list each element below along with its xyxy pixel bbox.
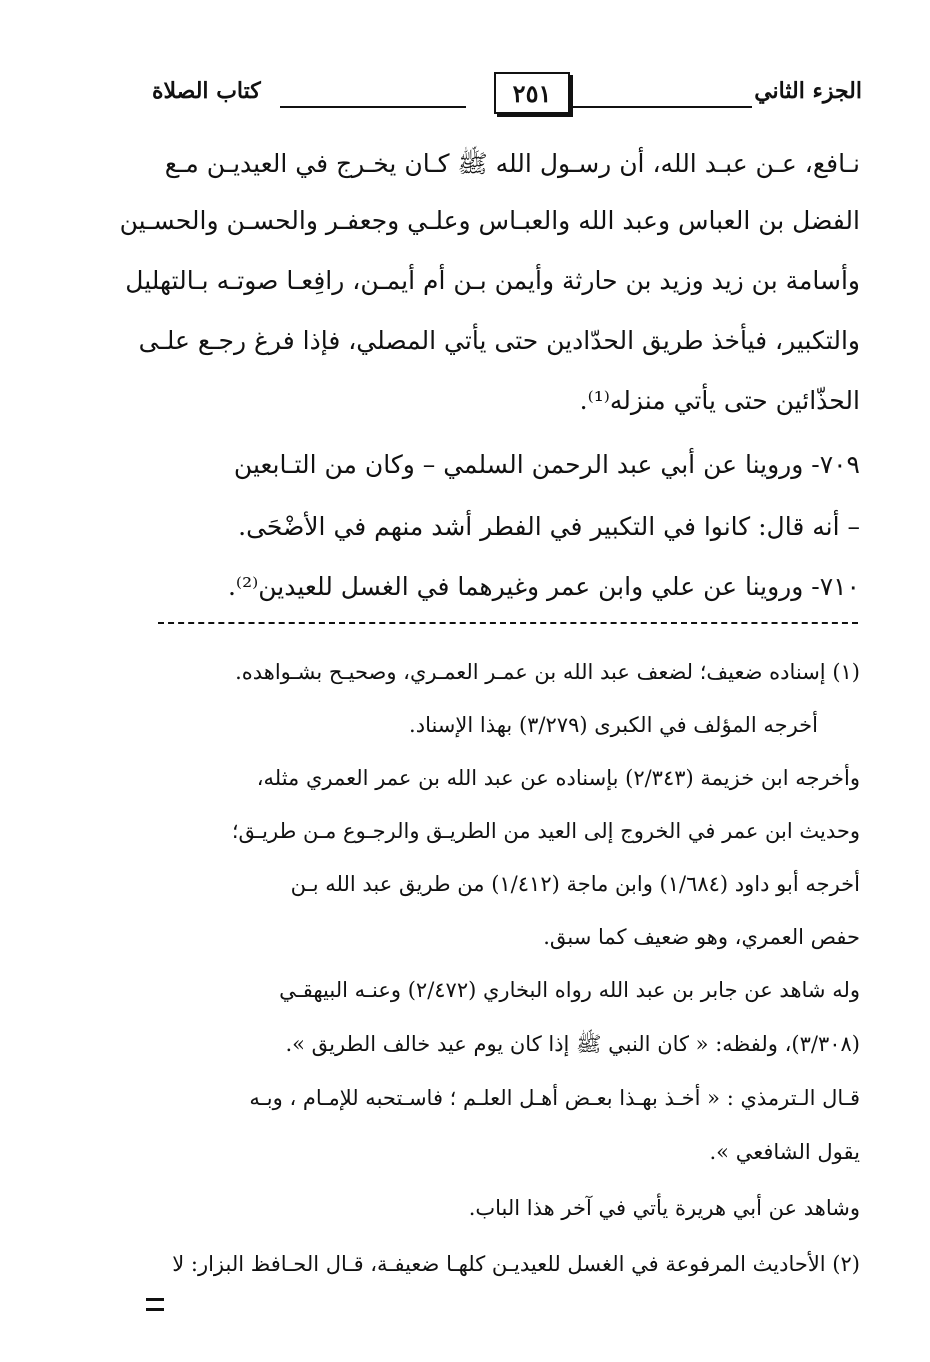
body-line: وأسامة بن زيد وزيد بن حارثة وأيمن بـن أم أيمـن، رافِعـا صوتـه بـالتهليل bbox=[125, 266, 860, 295]
footnote-line: (٣/٣٠٨)، ولفظه: « كان النبي ﷺ إذا كان يوم عيد خالف الطريق ». bbox=[285, 1032, 860, 1056]
body-line: الحذّائين حتى يأتي منزله⁽¹⁾. bbox=[579, 386, 860, 415]
body-line: الفضل بن العباس وعبد الله والعبـاس وعلـي وجعفـر والحسـن والحسـين bbox=[119, 206, 860, 235]
footnote-line: حفص العمري، وهو ضعيف كما سبق. bbox=[543, 925, 860, 949]
continuation-mark bbox=[146, 1298, 164, 1311]
footnote-line: قـال الـترمذي : « أخـذ بهـذا بعـض أهـل العلـم ؛ فاسـتحبه للإمـام ، وبـه bbox=[249, 1086, 860, 1110]
footnote-line: وحديث ابن عمر في الخروج إلى العيد من الطريـق والرجـوع مـن طريـق؛ bbox=[231, 819, 860, 843]
body-line: ٧١٠- وروينا عن علي وابن عمر وغيرهما في الغسل للعيدين⁽²⁾. bbox=[227, 572, 860, 601]
footnote-separator bbox=[158, 622, 858, 624]
book-title: كتاب الصلاة bbox=[152, 78, 261, 104]
footnote-line: أخرجه المؤلف في الكبرى (٣/٢٧٩) بهذا الإسناد. bbox=[409, 713, 818, 737]
body-line: ٧٠٩- وروينا عن أبي عبد الرحمن السلمي – وكان من التـابعين bbox=[233, 450, 860, 479]
footnote-line: (١) إسناده ضعيف؛ لضعف عبد الله بن عمـر العمـري، وصحيـح بشـواهده. bbox=[235, 660, 860, 684]
volume-title: الجزء الثاني bbox=[754, 78, 862, 104]
footnote-line: يقول الشافعي ». bbox=[709, 1140, 860, 1164]
footnote-line: أخرجه أبو داود (١/٦٨٤) وابن ماجة (١/٤١٢) من طريق عبد الله بـن bbox=[290, 872, 860, 896]
header-rule-right bbox=[572, 106, 752, 108]
page-header bbox=[152, 72, 862, 116]
footnote-line: وشاهد عن أبي هريرة يأتي في آخر هذا الباب. bbox=[468, 1196, 860, 1220]
footnote-line: (٢) الأحاديث المرفوعة في الغسل للعيديـن كلهـا ضعيفـة، قـال الحـافظ البزار: لا bbox=[172, 1252, 860, 1276]
footnote-line: وله شاهد عن جابر بن عبد الله رواه البخاري (٢/٤٧٢) وعنـه البيهقـي bbox=[279, 978, 860, 1002]
body-line: والتكبير، فيأخذ طريق الحدّادين حتى يأتي المصلي، فإذا فرغ رجـع علـى bbox=[138, 326, 860, 355]
header-rule-left bbox=[280, 106, 466, 108]
page-number: ٢٥١ bbox=[512, 78, 552, 108]
body-line: نـافع، عـن عبـد الله، أن رسـول الله ﷺ كـان يخـرج في العيديـن مـع bbox=[164, 149, 860, 178]
body-line: – أنه قال: كانوا في التكبير في الفطر أشد منهم في الأضْحَى. bbox=[238, 512, 860, 541]
footnote-line: وأخرجه ابن خزيمة (٢/٣٤٣) بإسناده عن عبد الله بن عمر العمري مثله، bbox=[256, 766, 860, 790]
page-number-box bbox=[494, 72, 570, 114]
